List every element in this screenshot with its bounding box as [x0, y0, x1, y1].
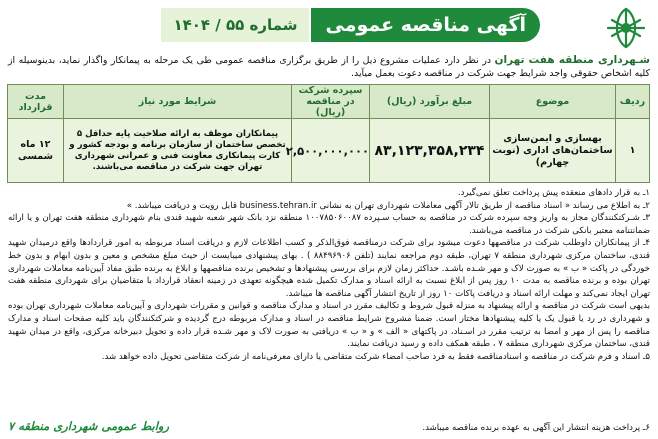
intro-organization: شـهرداری منطقه هفت تهران — [494, 54, 650, 66]
cell-duration: ۱۲ ماه شمسی — [8, 119, 64, 183]
condition-item: ۳ـ شـرکتکنندگان مجاز به واریز وجه سپرده شرکت در مناقصه به حساب سـپرده ۱۰۰۷۸۵۰۶۰۰۸۷ منطقه نزد بانک شهر شعبه شهید قندی بنام شهرداری منطقه هفت تهران و یا ارائه ضمانتنامه معتبر بانکی شرکت در مناقصه می‌باشند. — [8, 213, 650, 236]
col-duration-header: مدت قرارداد — [8, 85, 64, 119]
condition-item: ۲ـ به اطلاع می رساند « اسناد مناقصه از طریق تالار آگهی معاملات شهرداری تهران به نشانی business.tehran.ir قابل رویت و دریافت میباشد. » — [126, 200, 650, 211]
col-requirements-header: شرایط مورد نیاز — [64, 85, 292, 119]
intro-paragraph — [8, 54, 650, 80]
condition-item: ۱ـ به قرار دادهای منعقده پیش پرداخت تعلق نمی‌گیرد. — [457, 188, 650, 198]
footer — [8, 417, 650, 433]
condition-item: بدیهی است شرکت در مناقصه و ارائه پیشنهاد به منزله قبول شروط و تکالیف مقرر در اسناد و مدارک مناقصه و قوانین و مقررات شهرداری و آیین‌نامه معاملات شهرداری تهران بوده و شهرداری در رد یا قبول یک یا کلیه پیشنهادها مختار است. ضمنا مشروح شرایط مناقصه در اسناد و مدارک مربوطه درج گردیده و شرکتکنندگان باید کلیه صفحات اسناد و مدارک مناقصه را پس از مهر و امضا به ترتیب مقرر در اسـناد، در پاکتهای « الف » و « ب » دریافتی به صورت لاک و مهر شـده قرار داده و تحویل دبیرخانه مرکزی، واقع در میدان شهید قندی، ساختمان مرکزی شهرداری منطقه ۷ ، طبقه همکف داده و رسید دریافت نمایند. — [8, 301, 650, 350]
col-row-header: ردیف — [616, 85, 650, 119]
cell-estimate: ۸۳,۱۲۳,۳۵۸,۲۳۴ — [370, 119, 490, 183]
condition-item: ۵ـ اسناد و فرم شرکت در مناقصه و اسنادمناقصه فقط به فرد صاحب امضاء شرکت متقاضی یا دارای معرفی‌نامه از شرکت متقاضی تحویل داده خواهد شد. — [101, 351, 650, 362]
col-deposit-header: سپرده شرکت در مناقصه (ریال) — [292, 85, 370, 119]
title-banner — [173, 8, 540, 42]
condition-item-last: ۶ـ پرداخت هزینه انتشار این آگهی به عهده برنده مناقصه میباشد. — [422, 423, 650, 433]
tehran-municipality-logo-icon — [604, 6, 648, 50]
cell-deposit: ۲,۵۰۰,۰۰۰,۰۰۰ — [292, 119, 370, 183]
footer-organization: روابط عمومی شهرداری منطقه ۷ — [8, 419, 170, 433]
table-row — [8, 119, 650, 183]
cell-subject: بهسازی و ایمن‌سازی ساختمان‌های اداری (نوبت چهارم) — [490, 119, 616, 183]
col-subject-header: موضوع — [490, 85, 616, 119]
condition-item: ۴ـ از پیمانکاران داوطلب شرکت در مناقصهها دعوت میشود برای شرکت درمناقصه فوق‌الذکر و کسب اطلاعات لازم و دریافت اسناد مربوطه به امور قراردادها واقع درمیدان شهید قندی، ساختمان مرکزی شهرداری منطقه ۷ تهران، طبقه دوم مراجعه نمایند (تلفن ۸۸۴۹۶۹۰۶ ) . بهای پیشنهادی میبایست از حیث مبلغ مشخص و معین و بدون ابهام و بدون خط خوردگی در پاکت « ب » به صورت لاک و مهر شـده باشـد. حداکثر زمان لازم برای بررسی پیشنهادها و تشخیص برنده مناقصهها و ابلاغ به برنده طبق مفاد آیین‌نامه معاملات شهرداری تهران بوده و برنده مناقصه به مدت ۱۰ روز پس از ابلاغ نسبت به ارائه اسناد و مدارک تکمیل شده هیچگونه تعهدی در زمینه انعقاد قرارداد با متقاضیان برای شهرداری منطقه هفت تهران ایجاد نمی‌کند و مهلت ارائه اسناد و دریافت پاکات ۱۰ روز از تاریخ انتشار آگهی مناقصه ها میباشد. — [8, 238, 650, 299]
notice-number: شماره ۵۵ / ۱۴۰۴ — [161, 8, 311, 42]
cell-row: ۱ — [616, 119, 650, 183]
cell-requirements: پیمانکاران موظف به ارائه صلاحیت پایه حداقل ۵ تخصص ساختمان از سازمان برنامه و بودجه کشور و کارت پیمانکاری معاونت فنی و عمرانی شهرداری تهران جهت شرکت در مناقصه می‌باشند. — [64, 119, 292, 183]
notice-title: آگهی مناقصه عمومی — [325, 14, 526, 36]
table-header-row — [8, 85, 650, 119]
tender-table — [7, 84, 650, 183]
conditions-list — [8, 187, 650, 363]
intro-text: در نظر دارد عملیات مشروع ذیل را از طریق برگزاری مناقصه عمومی طی یک مرحله به پیمانکار واگذار نماید، بدینوسیله از کلیه اشخاص حقوقی واجد شرایط جهت شرکت در مناقصه دعوت بعمل میآید. — [8, 55, 650, 79]
notice-header — [8, 4, 650, 54]
col-estimate-header: مبلغ برآورد (ریال) — [370, 85, 490, 119]
